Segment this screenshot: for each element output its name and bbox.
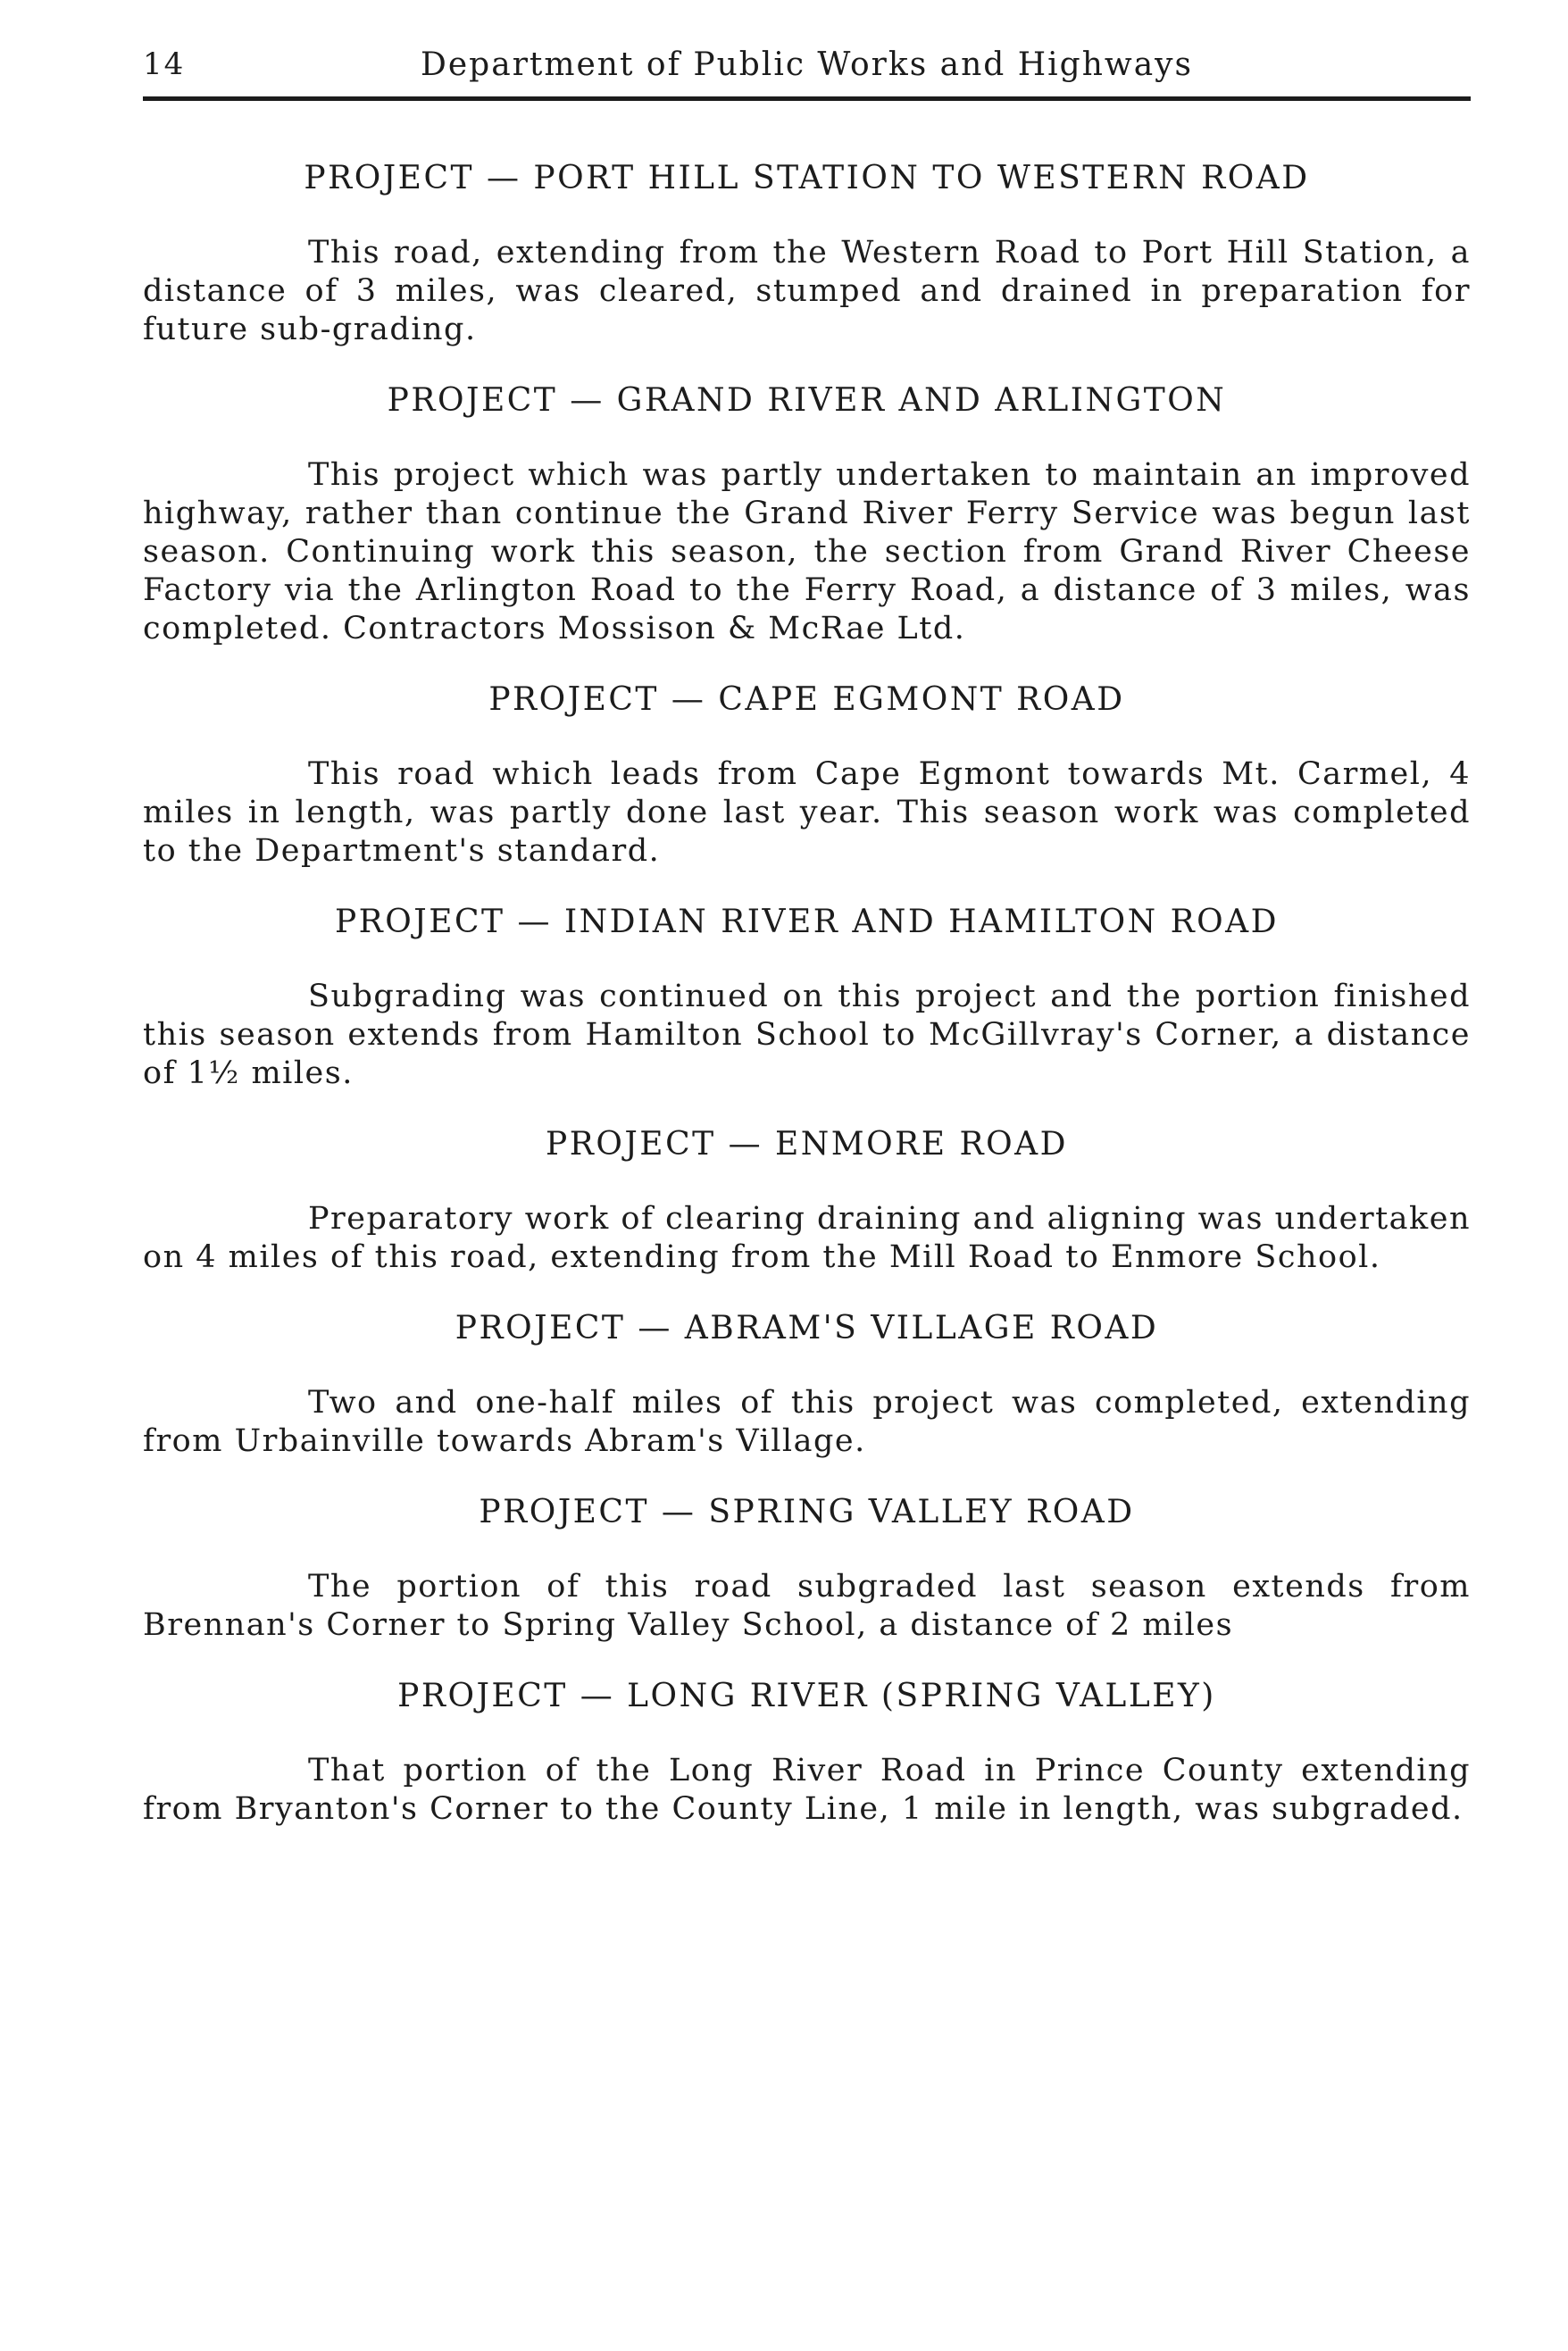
running-title: Department of Public Works and Highways — [421, 46, 1193, 83]
section-heading: PROJECT — ABRAM'S VILLAGE ROAD — [455, 1310, 1159, 1346]
section-heading: PROJECT — CAPE EGMONT ROAD — [488, 681, 1125, 718]
section-long-river — [143, 1677, 1471, 1829]
section-heading: PROJECT — INDIAN RIVER AND HAMILTON ROAD — [334, 904, 1280, 940]
section-heading: PROJECT — GRAND RIVER AND ARLINGTON — [387, 382, 1227, 419]
section-heading: PROJECT — LONG RIVER (SPRING VALLEY) — [397, 1678, 1216, 1714]
section-heading: PROJECT — SPRING VALLEY ROAD — [479, 1494, 1135, 1530]
section-cape-egmont — [143, 680, 1471, 871]
section-grand-river — [143, 381, 1471, 648]
section-body: The portion of this road subgraded last season extends from Brennan's Corner to Spring Valley School, a distance of 2 miles — [143, 1569, 1471, 1643]
section-body: This project which was partly undertaken to maintain an improved highway, rather than continue the Grand River Ferry Service was begun last season. Continuing work this season, the section from Grand River Cheese Factory via the Arlington Road to the Ferry Road, a distance of 3 miles, was completed. Contractors Mossison & McRae Ltd. — [143, 457, 1471, 646]
section-body: Subgrading was continued on this project and the portion finished this season extends from Hamilton School to McGillvray's Corner, a distance of 1½ miles. — [143, 979, 1471, 1091]
section-abrams-village — [143, 1309, 1471, 1461]
section-body: That portion of the Long River Road in Prince County extending from Bryanton's Corner to the County Line, 1 mile in length, was subgraded. — [143, 1753, 1471, 1827]
section-port-hill — [143, 159, 1471, 349]
section-enmore — [143, 1125, 1471, 1277]
page-content — [143, 159, 1471, 1861]
header-rule — [143, 96, 1471, 101]
page-number: 14 — [143, 46, 186, 82]
section-body: Two and one-half miles of this project was completed, extending from Urbainville towards Abram's Village. — [143, 1385, 1471, 1459]
section-body: Preparatory work of clearing draining and aligning was undertaken on 4 miles of this road, extending from the Mill Road to Enmore School. — [143, 1201, 1471, 1275]
section-body: This road, extending from the Western Road to Port Hill Station, a distance of 3 miles, was cleared, stumped and drained in preparation for future sub-grading. — [143, 235, 1471, 347]
section-body: This road which leads from Cape Egmont towards Mt. Carmel, 4 miles in length, was partly done last year. This season work was completed to the Department's standard. — [143, 756, 1471, 869]
section-spring-valley — [143, 1493, 1471, 1645]
running-header — [143, 46, 1471, 96]
section-indian-river — [143, 903, 1471, 1093]
section-heading: PROJECT — ENMORE ROAD — [546, 1126, 1068, 1163]
section-heading: PROJECT — PORT HILL STATION TO WESTERN ROAD — [304, 160, 1310, 196]
